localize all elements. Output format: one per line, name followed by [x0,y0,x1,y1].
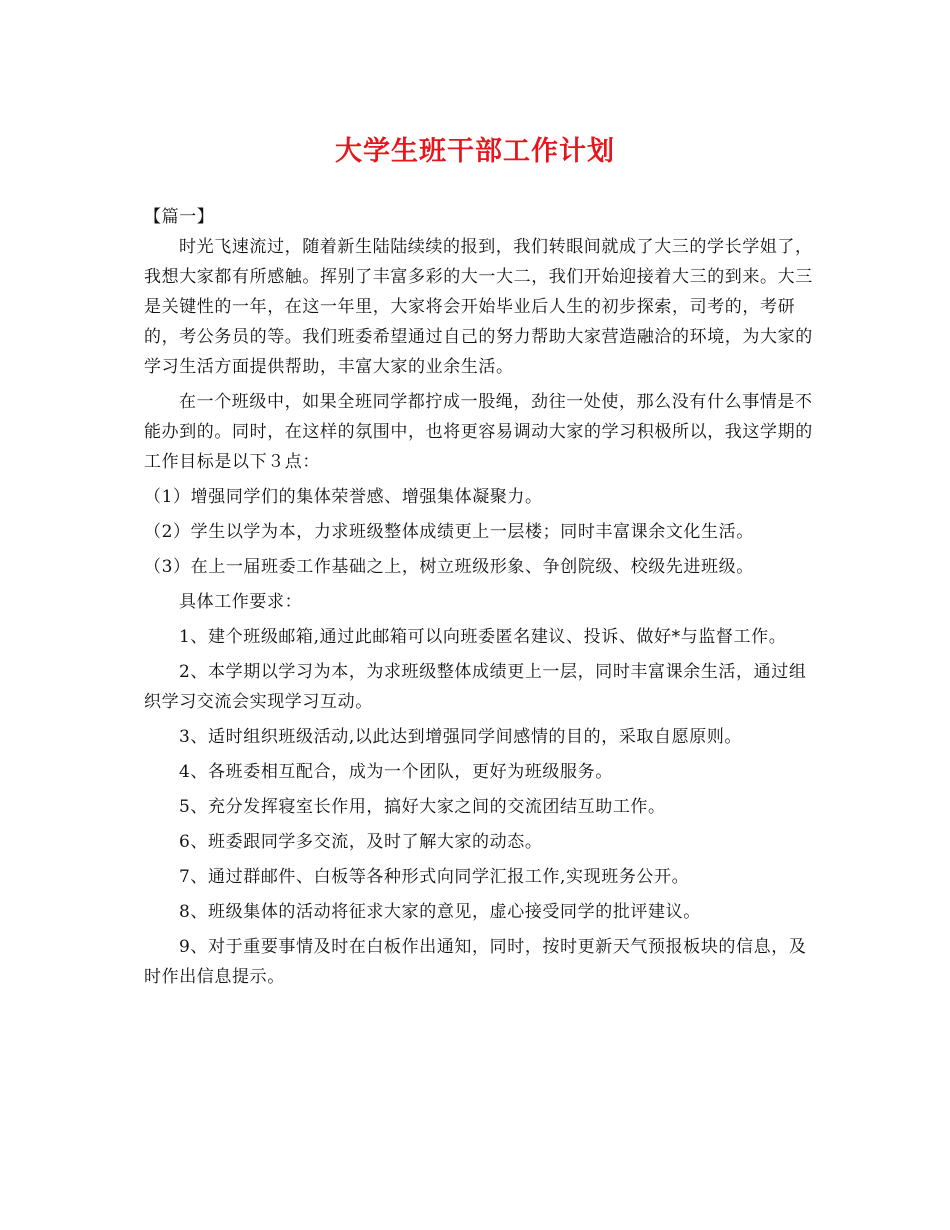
requirement-item: 7、通过群邮件、白板等各种形式向同学汇报工作,实现班务公开。 [179,867,690,887]
requirement-item: 3、适时组织班级活动,以此达到增强同学间感情的目的，采取自愿原则。 [179,727,743,747]
requirement-item: 5、充分发挥寝室长作用，搞好大家之间的交流团结互助工作。 [179,797,666,817]
document-body [144,202,816,992]
requirement-item: 6、班委跟同学多交流，及时了解大家的动态。 [179,832,543,852]
requirement-item: 8、班级集体的活动将征求大家的意见，虚心接受同学的批评建议。 [179,902,701,922]
goal-item: （3）在上一届班委工作基础之上，树立班级形象、争创院级、校级先进班级。 [144,557,754,577]
requirement-item: 1、建个班级邮箱,通过此邮箱可以向班委匿名建议、投诉、做好*与监督工作。 [179,627,787,647]
requirement-item: 2、本学期以学习为本，为求班级整体成绩更上一层，同时丰富课余生活，通过组织学习交流会实现学习互动。 [144,662,807,712]
requirements-heading: 具体工作要求： [179,592,303,612]
document-title: 大学生班干部工作计划 [335,136,615,167]
goal-item: （1）增强同学们的集体荣誉感、增强集体凝聚力。 [144,487,543,507]
section-label: 【篇一】 [144,207,215,227]
requirement-item: 4、各班委相互配合，成为一个团队，更好为班级服务。 [179,762,613,782]
paragraph-goals-intro: 在一个班级中，如果全班同学都拧成一股绳，劲往一处使，那么没有什么事情是不能办到的。同时，在这样的氛围中，也将更容易调动大家的学习积极所以，我这学期的工作目标是以下３点： [144,392,813,472]
requirement-item: 9、对于重要事情及时在白板作出通知，同时，按时更新天气预报板块的信息，及时作出信息提示。 [144,937,807,987]
goal-item: （2）学生以学为本，力求班级整体成绩更上一层楼；同时丰富课余文化生活。 [144,522,754,542]
paragraph-intro: 时光飞速流过，随着新生陆陆续续的报到，我们转眼间就成了大三的学长学姐了，我想大家都有所感触。挥别了丰富多彩的大一大二，我们开始迎接着大三的到来。大三是关键性的一年，在这一年里，大家将会开始毕业后人生的初步探索，司考的，考研的，考公务员的等。我们班委希望通过自己的努力帮助大家营造融洽的环境，为大家的学习生活方面提供帮助，丰富大家的业余生活。 [144,237,813,377]
